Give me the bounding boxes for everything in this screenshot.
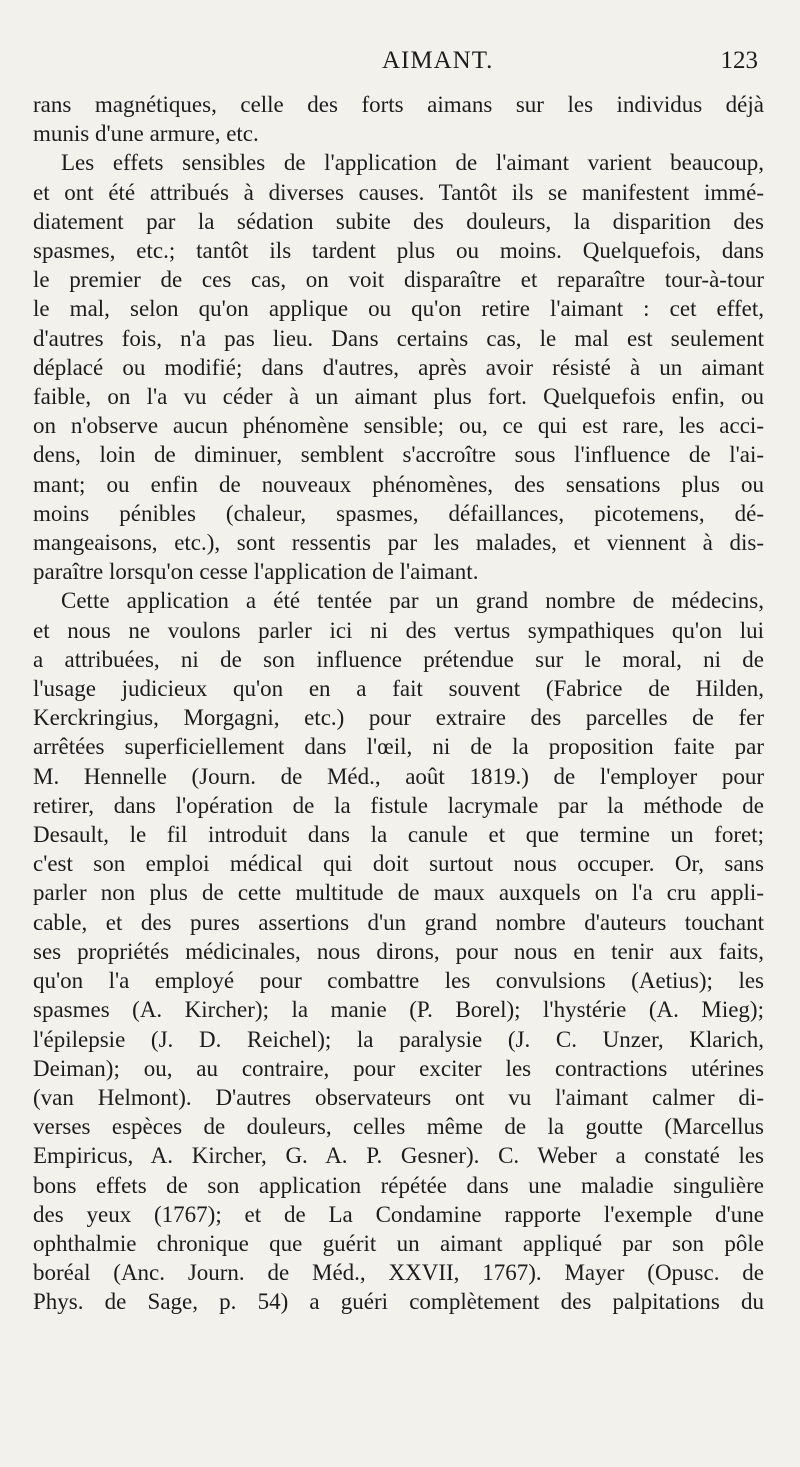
text-line: Deiman); ou, au contraire, pour exciter les contractions utérines — [33, 1055, 764, 1081]
text-line: des yeux (1767); et de La Condamine rapporte l'exemple d'une — [33, 1201, 764, 1227]
text-line: déplacé ou modifié; dans d'autres, après avoir résisté à un aimant — [33, 354, 764, 380]
text-line: bons effets de son application répétée dans une maladie singulière — [33, 1172, 764, 1198]
text-line: d'autres fois, n'a pas lieu. Dans certains cas, le mal est seulement — [33, 325, 764, 351]
text-line: cable, et des pures assertions d'un grand nombre d'auteurs touchant — [33, 909, 764, 935]
page-number: 123 — [720, 47, 758, 74]
text-line: moins pénibles (chaleur, spasmes, défaillances, picotemens, dé- — [33, 500, 764, 526]
text-line: paraître lorsqu'on cesse l'application de l'aimant. — [33, 559, 479, 585]
text-line: et ont été attribués à diverses causes. Tantôt ils se manifestent immé- — [33, 179, 764, 205]
text-line: l'usage judicieux qu'on en a fait souvent (Fabrice de Hilden, — [33, 676, 764, 702]
text-line: arrêtées superficiellement dans l'œil, ni de la proposition faite par — [33, 734, 764, 760]
page-header — [33, 40, 764, 90]
text-line: ophthalmie chronique que guérit un aimant appliqué par son pôle — [33, 1230, 764, 1256]
text-line: Empiricus, A. Kircher, G. A. P. Gesner). C. Weber a constaté les — [33, 1143, 764, 1169]
text-line: le premier de ces cas, on voit disparaître et reparaître tour-à-tour — [33, 267, 764, 293]
body-text — [33, 90, 764, 1317]
text-line: Desault, le fil introduit dans la canule et que termine un foret; — [33, 822, 764, 848]
text-line: M. Hennelle (Journ. de Méd., août 1819.) de l'employer pour — [33, 763, 764, 789]
paragraph-1 — [33, 90, 764, 148]
running-head: AIMANT. — [382, 47, 494, 74]
text-line: spasmes, etc.; tantôt ils tardent plus ou moins. Quelquefois, dans — [33, 238, 764, 264]
text-line: verses espèces de douleurs, celles même de la goutte (Marcellus — [33, 1114, 764, 1140]
text-line: on n'observe aucun phénomène sensible; ou, ce qui est rare, les acci- — [33, 413, 764, 439]
text-line: parler non plus de cette multitude de maux auxquels on l'a cru appli- — [33, 880, 764, 906]
paragraph-2 — [33, 148, 764, 586]
text-line: boréal (Anc. Journ. de Méd., XXVII, 1767). Mayer (Opusc. de — [33, 1260, 764, 1286]
paragraph-3 — [33, 586, 764, 1316]
text-line: c'est son emploi médical qui doit surtout nous occuper. Or, sans — [33, 851, 764, 877]
text-line: Phys. de Sage, p. 54) a guéri complètement des palpitations du — [33, 1289, 764, 1315]
text-line: mant; ou enfin de nouveaux phénomènes, des sensations plus ou — [33, 471, 764, 497]
text-line: spasmes (A. Kircher); la manie (P. Borel); l'hystérie (A. Mieg); — [33, 997, 764, 1023]
text-line: (van Helmont). D'autres observateurs ont vu l'aimant calmer di- — [33, 1084, 764, 1110]
text-line: Kerckringius, Morgagni, etc.) pour extraire des parcelles de fer — [33, 705, 764, 731]
text-line: a attribuées, ni de son influence prétendue sur le moral, ni de — [33, 646, 764, 672]
text-line: Les effets sensibles de l'application de l'aimant varient beaucoup, — [61, 150, 764, 176]
text-line: Cette application a été tentée par un grand nombre de médecins, — [61, 588, 764, 614]
text-line: retirer, dans l'opération de la fistule lacrymale par la méthode de — [33, 792, 764, 818]
text-line: diatement par la sédation subite des douleurs, la disparition des — [33, 208, 764, 234]
text-line: l'épilepsie (J. D. Reichel); la paralysie (J. C. Unzer, Klarich, — [33, 1026, 764, 1052]
text-line: dens, loin de diminuer, semblent s'accroître sous l'influence de l'ai- — [33, 442, 764, 468]
text-line: ses propriétés médicinales, nous dirons, pour nous en tenir aux faits, — [33, 938, 764, 964]
text-line: mangeaisons, etc.), sont ressentis par les malades, et viennent à dis- — [33, 530, 764, 556]
text-line: le mal, selon qu'on applique ou qu'on retire l'aimant : cet effet, — [33, 296, 764, 322]
text-line: faible, on l'a vu céder à un aimant plus fort. Quelquefois enfin, ou — [33, 384, 764, 410]
text-line: et nous ne voulons parler ici ni des vertus sympathiques qu'on lui — [33, 617, 764, 643]
text-line: qu'on l'a employé pour combattre les convulsions (Aetius); les — [33, 968, 764, 994]
text-line: rans magnétiques, celle des forts aimans sur les individus déjà — [33, 92, 764, 117]
text-line: munis d'une armure, etc. — [33, 121, 259, 147]
